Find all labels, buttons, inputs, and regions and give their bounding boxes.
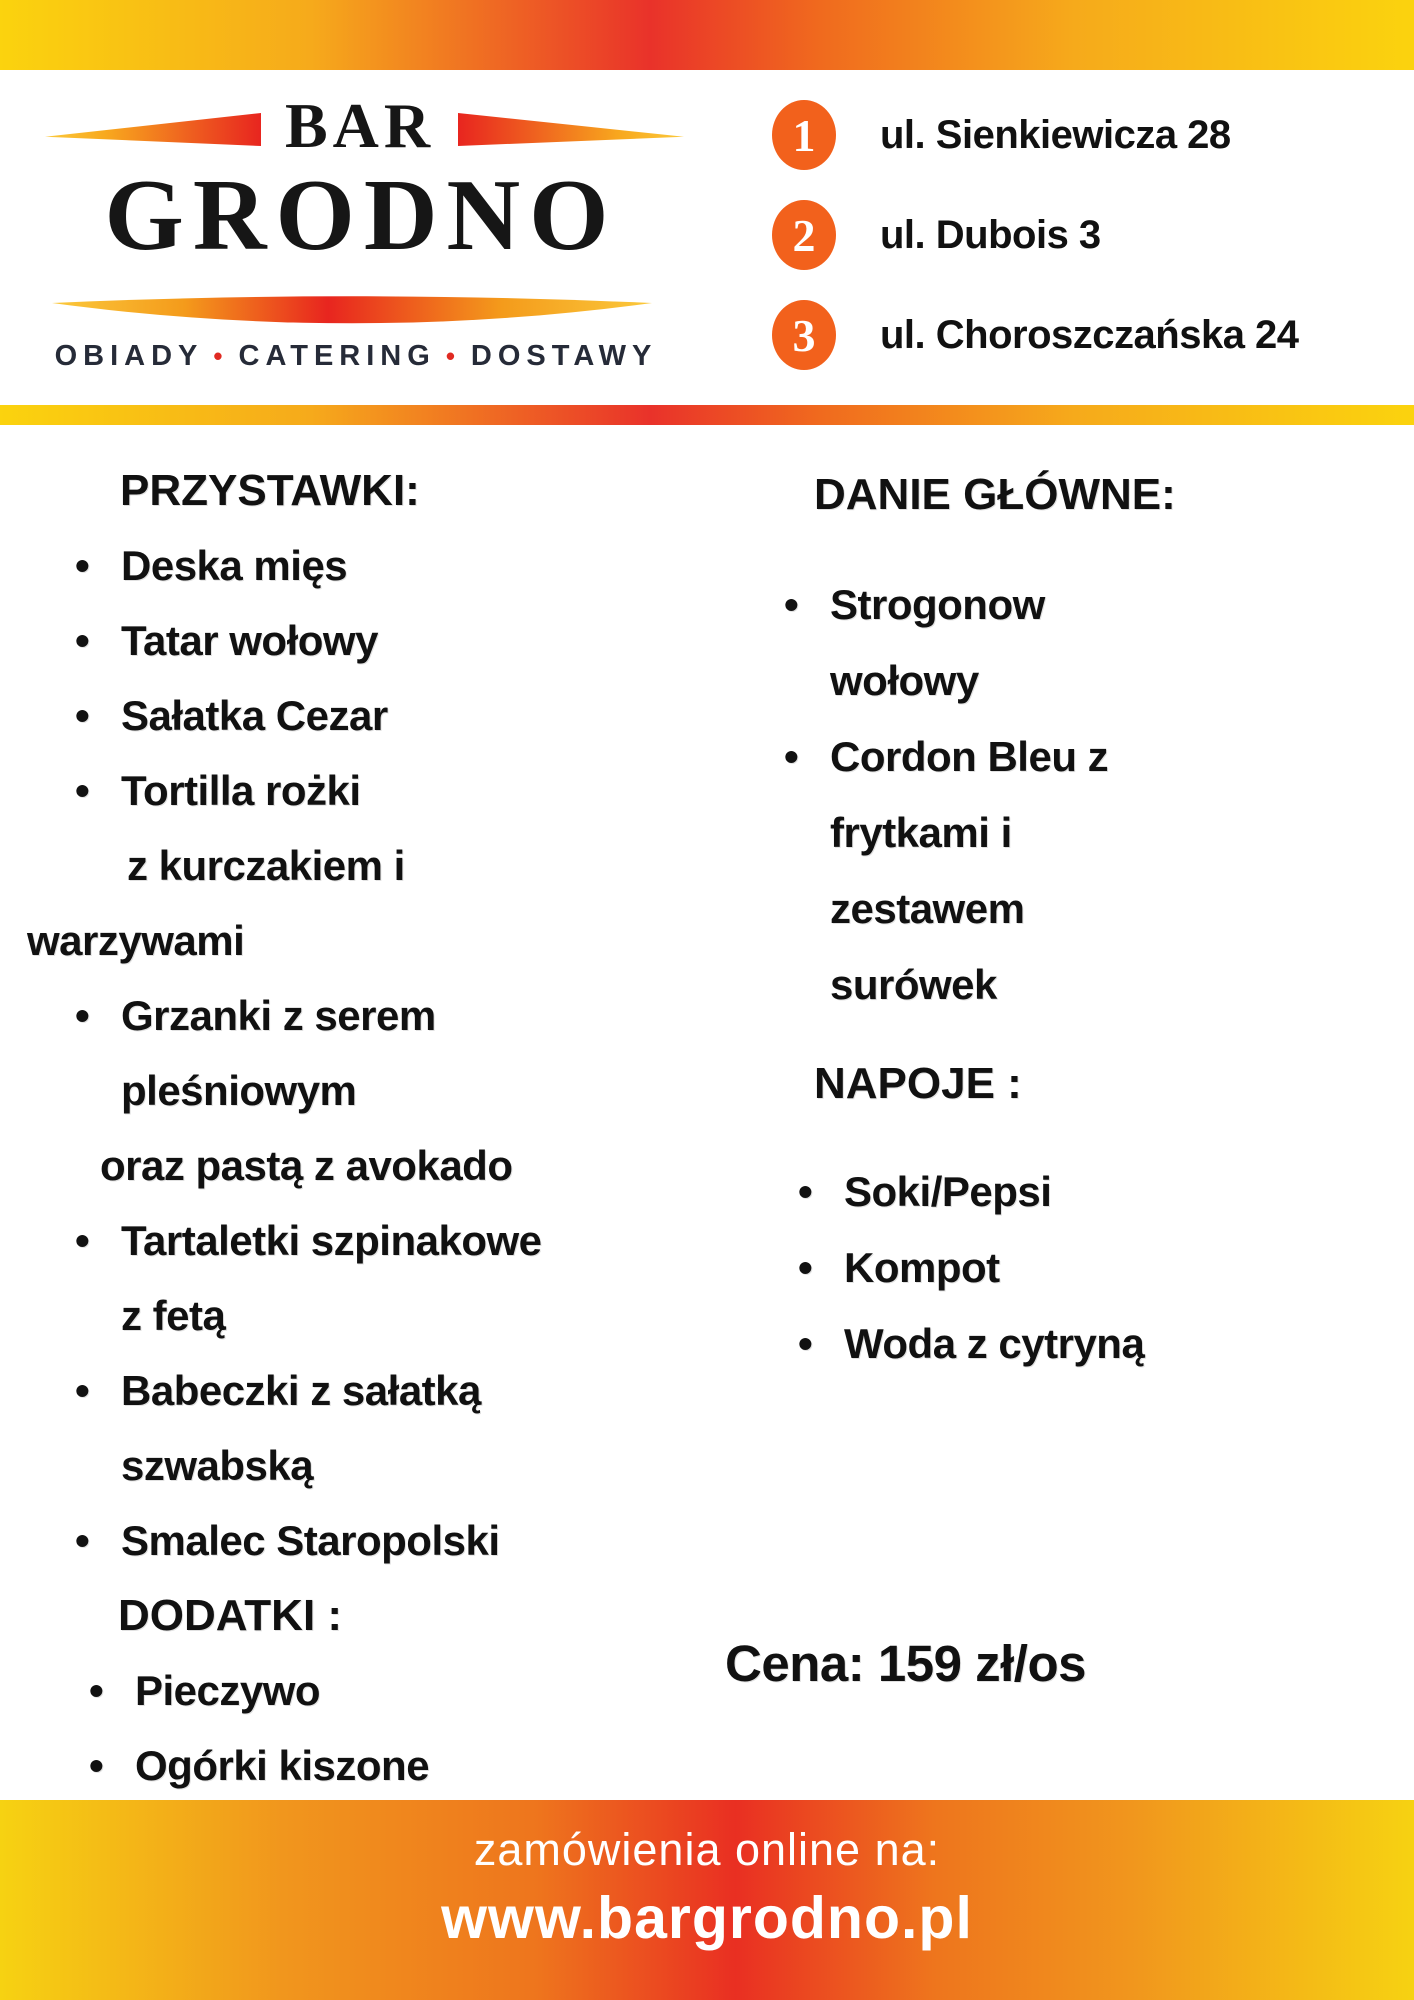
menu-item [27,1728,647,1803]
address-row [772,100,1299,170]
menu-item [27,1128,647,1203]
menu-item-text: Pieczywo [135,1667,321,1714]
logo-title-bar: BAR [284,90,436,161]
menu-item [27,603,647,678]
bullet-icon: • [75,542,90,589]
menu-item-text: Deska mięs [121,542,348,589]
menu-left-column [27,453,647,1803]
menu-right-column [770,455,1240,1382]
menu-item [770,1306,1240,1382]
address-number-badge: 2 [772,200,836,270]
menu-item [27,1353,647,1428]
menu-section-list [770,567,1240,1023]
menu-item-text: Tatar wołowy [121,617,378,664]
menu-item-text: Soki/Pepsi [844,1168,1052,1215]
bullet-icon: • [89,1742,104,1789]
menu-item [27,1203,647,1278]
menu-item-text: Sałatka Cezar [121,692,388,739]
menu-item-text: szwabską [121,1442,314,1489]
menu-item-text: Tartaletki szpinakowe [121,1217,542,1264]
menu-item-text: PRZYSTAWKI: [120,466,420,515]
menu-item-text: zestawem [830,885,1025,932]
menu-item-text: pleśniowym [121,1067,357,1114]
menu-item [770,795,1240,871]
menu-item-text: Tortilla rożki [121,767,361,814]
address-row [772,300,1299,370]
tagline-word-catering: CATERING [238,340,436,372]
menu-section-heading [770,455,1240,535]
menu-item [770,567,1240,643]
bullet-icon: • [75,692,90,739]
menu-section-heading [770,1044,1240,1124]
menu-item-text: z fetą [121,1292,226,1339]
address-number-badge: 1 [772,100,836,170]
menu-item [27,528,647,603]
bullet-icon: • [798,1168,813,1215]
bullet-icon: • [798,1320,813,1367]
menu-item-text: wołowy [830,657,979,704]
menu-section [770,455,1240,1023]
tagline-word-obiady: OBIADY [54,340,204,372]
divider-gradient-bar [0,405,1414,425]
menu-item [27,753,647,828]
logo-tagline [50,340,662,373]
menu-item-text: DODATKI : [118,1591,343,1640]
menu-item-text: z kurczakiem i [127,842,405,889]
logo-right-wing-swoosh-icon [458,113,684,146]
menu-item-text: DANIE GŁÓWNE: [814,470,1176,519]
bullet-icon: • [75,767,90,814]
tagline-dot-icon: • [445,341,461,371]
address-label: ul. Sienkiewicza 28 [880,112,1231,157]
address-label: ul. Choroszczańska 24 [880,312,1299,357]
menu-item-text: surówek [830,961,997,1008]
menu-item [27,1653,647,1728]
address-row [772,200,1299,270]
bullet-icon: • [75,1217,90,1264]
bullet-icon: • [784,733,799,780]
menu-section-heading [27,453,647,528]
tagline-dot-icon: • [213,341,229,371]
footer-banner [0,1800,1414,2000]
menu-item-text: Babeczki z sałatką [121,1367,481,1414]
menu-item [27,1053,647,1128]
menu-item [770,871,1240,947]
menu-item [770,719,1240,795]
tagline-word-dostawy: DOSTAWY [470,340,658,372]
menu-item-text: Cordon Bleu z [830,733,1109,780]
menu-item [27,1503,647,1578]
menu-item [27,1428,647,1503]
menu-item-text: NAPOJE : [814,1059,1022,1108]
logo-underline-swoosh-icon [52,292,652,330]
bullet-icon: • [784,581,799,628]
menu-section-list [770,1154,1240,1382]
menu-item [770,1154,1240,1230]
bullet-icon: • [75,992,90,1039]
menu-item-text: Strogonow [830,581,1045,628]
menu-item [770,1230,1240,1306]
footer-orders-text: zamówienia online na: [473,1824,941,1875]
menu-item [27,678,647,753]
menu-item-text: Woda z cytryną [844,1320,1145,1367]
menu-item-text: frytkami i [830,809,1012,856]
footer-website-link[interactable]: www.bargrodno.pl [441,1885,973,1951]
bullet-icon: • [798,1244,813,1291]
bullet-icon: • [75,617,90,664]
menu-item [27,978,647,1053]
menu-item [27,903,647,978]
bullet-icon: • [75,1367,90,1414]
logo-left-wing-swoosh-icon [45,113,261,146]
menu-item [27,1278,647,1353]
address-label: ul. Dubois 3 [880,212,1101,257]
menu-item [27,828,647,903]
bullet-icon: • [89,1667,104,1714]
address-number-badge: 3 [772,300,836,370]
menu-item-text: Ogórki kiszone [135,1742,430,1789]
menu-item-text: Smalec Staropolski [121,1517,500,1564]
price-label: Cena: 159 zł/os [725,1635,1086,1692]
menu-item-text: Grzanki z serem [121,992,436,1039]
address-list [772,100,1299,400]
logo-title-grodno: GRODNO [104,159,618,272]
menu-section [770,1044,1240,1382]
menu-item-text: warzywami [27,917,245,964]
bar-grodno-logo [0,0,710,400]
menu-section-heading [27,1578,647,1653]
menu-item [770,643,1240,719]
bullet-icon: • [75,1517,90,1564]
menu-item-text: Kompot [844,1244,1000,1291]
menu-item-text: oraz pastą z avokado [100,1142,513,1189]
menu-item [770,947,1240,1023]
